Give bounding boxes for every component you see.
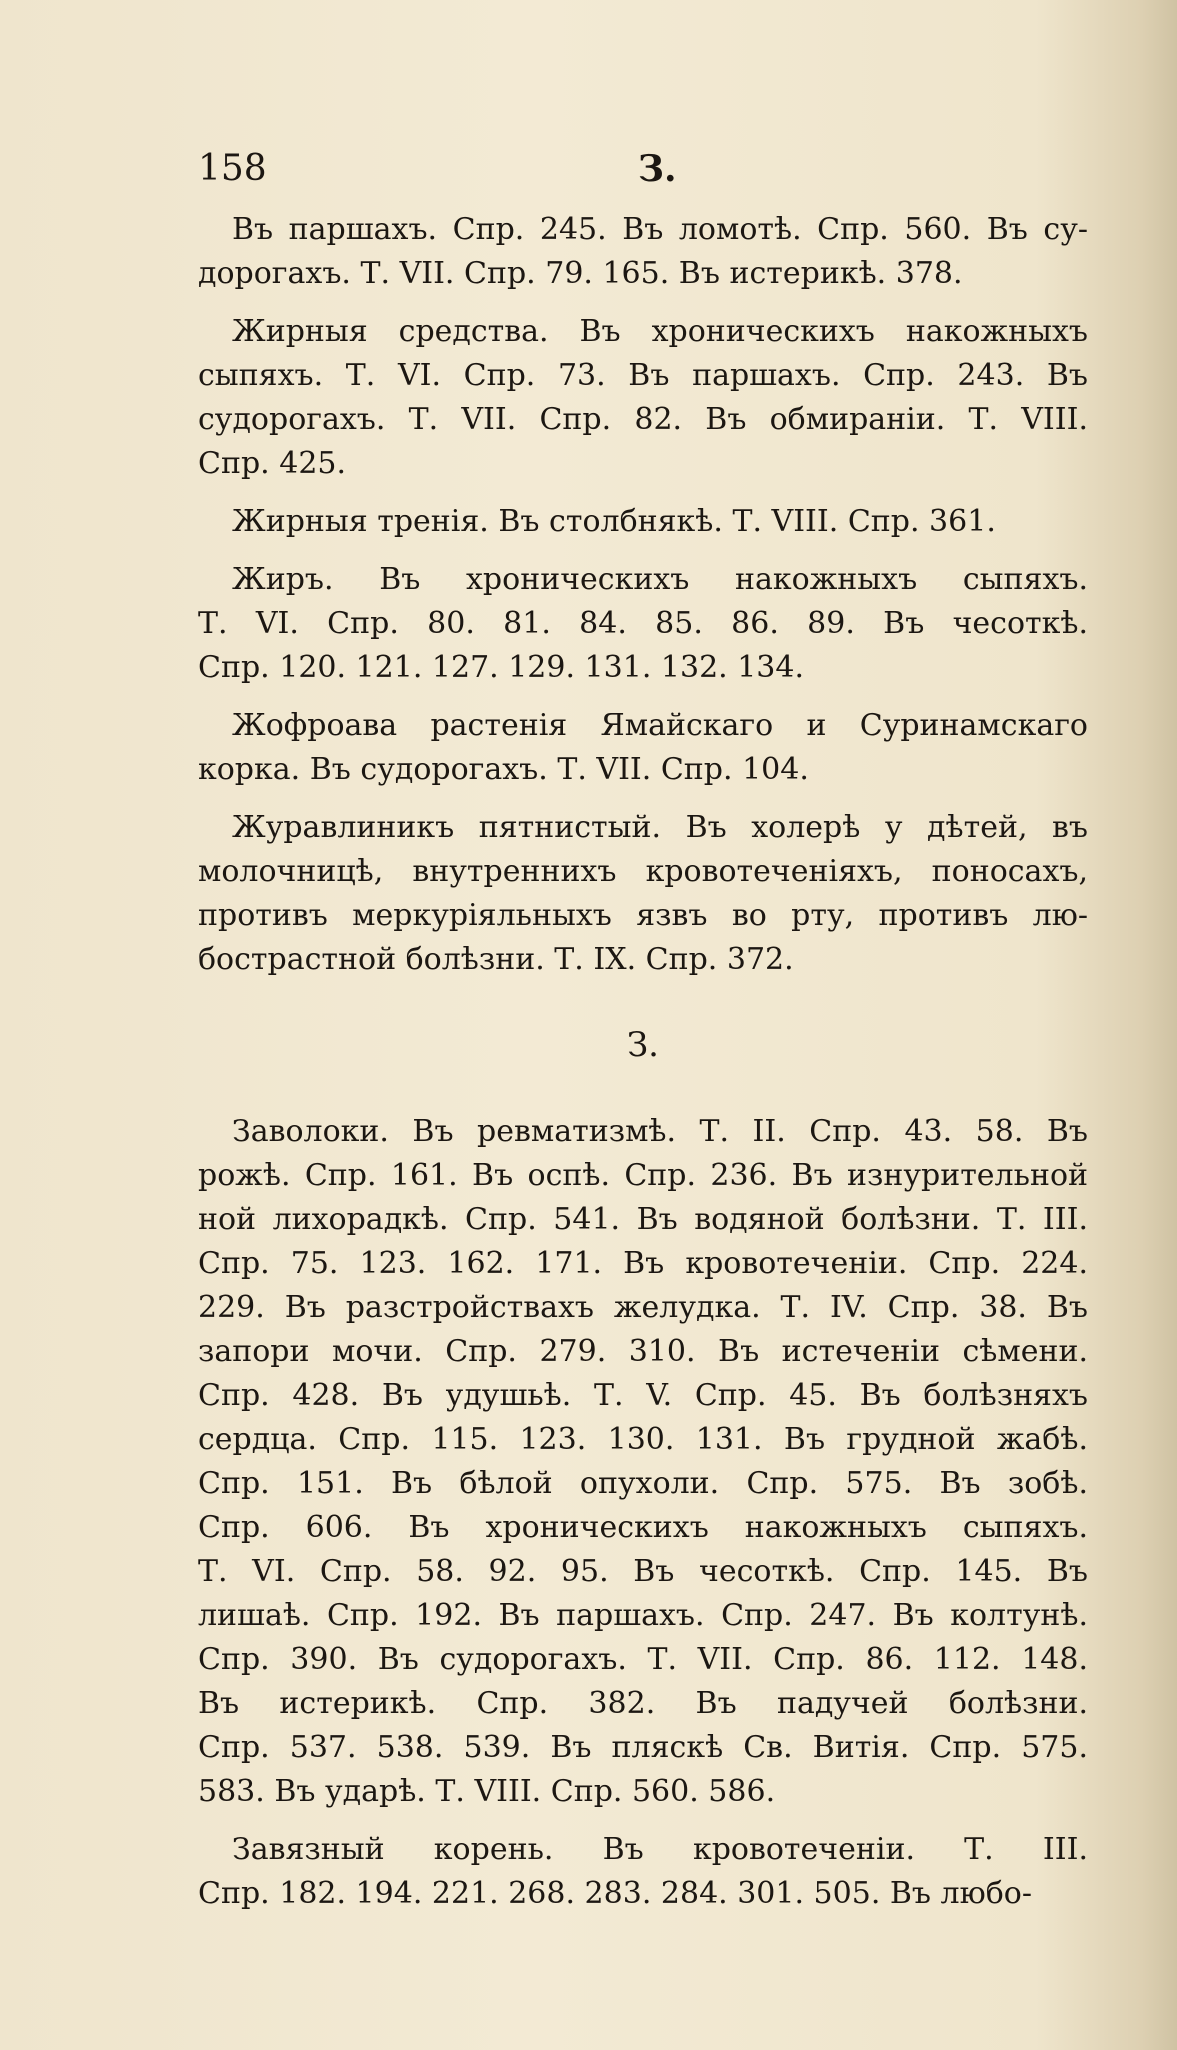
entry-heading-line: Жирныя средства. Въ хроническихъ накожныхъ [232, 314, 1088, 349]
entry-heading-line: Журавлиникъ пятнистый. Въ холерѣ у дѣтей, въ [232, 810, 1088, 845]
entry-heading-line: Жирныя тренія. Въ столбнякѣ. Т. VIII. Спр. 361. [232, 504, 996, 539]
entry-line: запори мочи. Спр. 279. 310. Въ истеченіи сѣмени. [198, 1334, 1088, 1369]
entry-line: рожѣ. Спр. 161. Въ оспѣ. Спр. 236. Въ изнурительной [198, 1158, 1088, 1193]
entry-line: Спр. 120. 121. 127. 129. 131. 132. 134. [198, 650, 805, 685]
entry-line: Спр. 425. [198, 446, 347, 481]
entry-line: Спр. 182. 194. 221. 268. 283. 284. 301. 505. Въ любо- [198, 1876, 1032, 1911]
entry-line: корка. Въ судорогахъ. Т. VII. Спр. 104. [198, 752, 809, 787]
entry-heading-line: Жофроава растенія Ямайскаго и Суринамскаго [232, 708, 1088, 743]
entry-line: Спр. 151. Въ бѣлой опухоли. Спр. 575. Въ зобѣ. [198, 1466, 1088, 1501]
entry-line: молочницѣ, внутреннихъ кровотеченіяхъ, поносахъ, [198, 854, 1088, 889]
entry-heading-line: Завязный корень. Въ кровотеченіи. Т. III. [232, 1832, 1088, 1867]
entry-line: сыпяхъ. Т. VI. Спр. 73. Въ паршахъ. Спр. 243. Въ [198, 358, 1088, 393]
entry-line: дорогахъ. Т. VII. Спр. 79. 165. Въ истерикѣ. 378. [198, 256, 963, 291]
entry-line: Спр. 428. Въ удушьѣ. Т. V. Спр. 45. Въ болѣзняхъ [198, 1378, 1088, 1413]
index-entry [198, 208, 1088, 296]
entry-line: лишаѣ. Спр. 192. Въ паршахъ. Спр. 247. Въ колтунѣ. [198, 1598, 1088, 1633]
index-entry [198, 558, 1088, 690]
entry-gap [198, 486, 1088, 500]
index-entry [198, 806, 1088, 982]
entry-line: 229. Въ разстройствахъ желудка. Т. IV. Спр. 38. Въ [198, 1290, 1088, 1325]
entry-line: бострастной болѣзни. Т. IX. Спр. 372. [198, 942, 794, 977]
entry-line: противъ меркуріяльныхъ язвъ во рту, противъ лю- [198, 898, 1088, 933]
entry-line: Спр. 537. 538. 539. Въ пляскѣ Св. Витія. Спр. 575. [198, 1730, 1088, 1765]
entry-line: ной лихорадкѣ. Спр. 541. Въ водяной болѣзни. Т. III. [198, 1202, 1088, 1237]
entry-gap [198, 544, 1088, 558]
text-body [198, 208, 1088, 1916]
entry-line: сердца. Спр. 115. 123. 130. 131. Въ грудной жабѣ. [198, 1422, 1088, 1457]
index-entry [198, 310, 1088, 486]
entry-line: судорогахъ. Т. VII. Спр. 82. Въ обмираніи. Т. VIII. [198, 402, 1088, 437]
index-entry [198, 1828, 1088, 1916]
entry-line: Спр. 390. Въ судорогахъ. Т. VII. Спр. 86. 112. 148. [198, 1642, 1088, 1677]
entry-line: Въ истерикѣ. Спр. 382. Въ падучей болѣзни. [198, 1686, 1088, 1721]
entry-heading-line: Жиръ. Въ хроническихъ накожныхъ сыпяхъ. [232, 562, 1088, 597]
running-head: З. [638, 148, 677, 190]
entry-gap [198, 1814, 1088, 1828]
index-entry [198, 500, 1088, 544]
section-letter: З. [627, 1025, 659, 1065]
page-header [198, 148, 1078, 192]
index-entry [198, 704, 1088, 792]
entry-line: 583. Въ ударѣ. Т. VIII. Спр. 560. 586. [198, 1774, 776, 1809]
entry-line: Спр. 606. Въ хроническихъ накожныхъ сыпяхъ. [198, 1510, 1088, 1545]
entry-line: Спр. 75. 123. 162. 171. Въ кровотеченіи. Спр. 224. [198, 1246, 1088, 1281]
entry-gap [198, 792, 1088, 806]
entry-heading-line: Заволоки. Въ ревматизмѣ. Т. II. Спр. 43. 58. Въ [232, 1114, 1088, 1149]
entry-gap [198, 296, 1088, 310]
entry-line: Т. VI. Спр. 58. 92. 95. Въ чесоткѣ. Спр. 145. Въ [198, 1554, 1088, 1589]
page-number: 158 [198, 148, 267, 189]
index-entry [198, 1110, 1088, 1814]
entry-line: Т. VI. Спр. 80. 81. 84. 85. 86. 89. Въ чесоткѣ. [198, 606, 1088, 641]
entry-heading-line: Въ паршахъ. Спр. 245. Въ ломотѣ. Спр. 560. Въ су- [232, 212, 1088, 247]
entry-gap [198, 690, 1088, 704]
